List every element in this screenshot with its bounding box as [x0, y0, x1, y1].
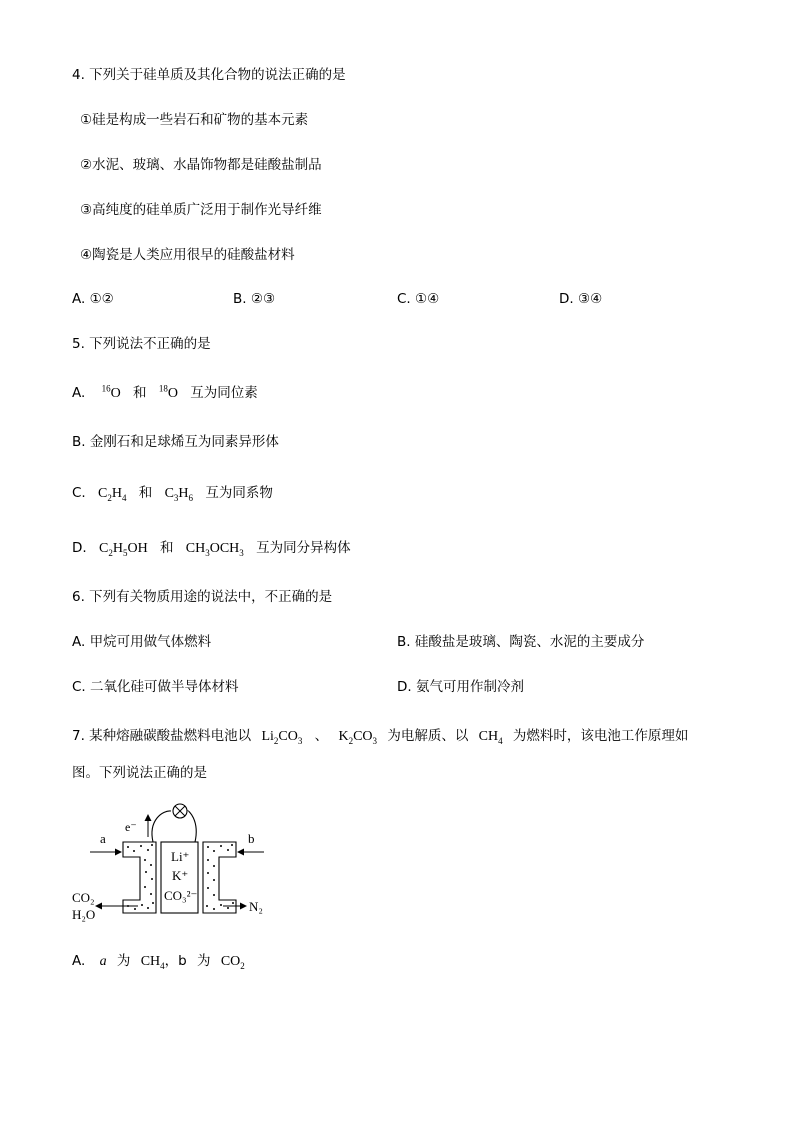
output-h2o: H₂O: [72, 907, 96, 922]
q5-option-c[interactable]: C. $C_2H_4$ 和 $C_3H_6$ 互为同系物: [72, 485, 273, 503]
q6-option-c[interactable]: C. 二氧化硅可做半导体材料: [72, 679, 239, 695]
input-a-label: a: [100, 831, 106, 846]
q4-stem: 4. 下列关于硅单质及其化合物的说法正确的是: [72, 67, 346, 83]
ion-li: Li⁺: [171, 849, 190, 864]
q7-option-a[interactable]: A. a 为 $CH_4$，b 为 $CO_2$: [72, 953, 245, 971]
formula-ch4: $CH_4$: [478, 729, 503, 746]
q5-option-b[interactable]: B. 金刚石和足球烯互为同素异形体: [72, 434, 279, 450]
formula-ch3och3: $CH_3OCH_3$: [185, 541, 244, 558]
q4-option-a[interactable]: A. ①②: [72, 291, 114, 307]
q4-statement-3: ③高纯度的硅单质广泛用于制作光导纤维: [80, 202, 322, 218]
q6-option-a[interactable]: A. 甲烷可用做气体燃料: [72, 634, 212, 650]
q5-option-a[interactable]: A. $^{16}$O 和 $^{18}$O 互为同位素: [72, 383, 258, 401]
q5-stem: 5. 下列说法不正确的是: [72, 336, 211, 352]
formula-c2h5oh: $C_2H_5OH$: [98, 541, 148, 558]
electron-label: e⁻: [125, 820, 137, 834]
q7-stem-line2: 图。下列说法正确的是: [72, 765, 207, 781]
q4-option-b[interactable]: B. ②③: [233, 291, 276, 307]
formula-c2h4: $C_2H_4$: [98, 486, 127, 503]
ion-co3: CO₃²⁻: [164, 888, 198, 903]
input-b-label: b: [248, 831, 255, 846]
q4-option-c[interactable]: C. ①④: [397, 291, 440, 307]
ion-k: K⁺: [172, 868, 189, 883]
q4-statement-2: ②水泥、玻璃、水晶饰物都是硅酸盐制品: [80, 157, 322, 173]
q7-stem-line1: 7. 某种熔融碳酸盐燃料电池以 $Li_2CO_3$ 、 $K_2CO_3$ 为电解质、以 $CH_4$ 为燃料时，该电池工作原理如: [72, 728, 689, 746]
isotope-18o: $^{18}$O: [158, 383, 178, 401]
output-n2: N₂: [249, 899, 263, 914]
q4-option-d[interactable]: D. ③④: [559, 291, 603, 307]
fuel-cell-diagram: [68, 805, 278, 925]
isotope-16o: $^{16}$O: [101, 383, 121, 401]
q6-option-b[interactable]: B. 硅酸盐是玻璃、陶瓷、水泥的主要成分: [397, 634, 645, 650]
q4-statement-1: ①硅是构成一些岩石和矿物的基本元素: [80, 112, 309, 128]
output-co2: CO₂: [72, 890, 95, 905]
q6-stem: 6. 下列有关物质用途的说法中，不正确的是: [72, 589, 333, 605]
q4-statement-4: ④陶瓷是人类应用很早的硅酸盐材料: [80, 247, 295, 263]
bulb-icon: [173, 804, 187, 818]
q6-option-d[interactable]: D. 氨气可用作制冷剂: [397, 679, 524, 695]
q5-option-d[interactable]: D. $C_2H_5OH$ 和 $CH_3OCH_3$ 互为同分异构体: [72, 540, 351, 558]
formula-li2co3: $Li_2CO_3$: [261, 729, 303, 746]
formula-c3h6: $C_3H_6$: [164, 486, 194, 503]
formula-k2co3: $K_2CO_3$: [338, 729, 378, 746]
